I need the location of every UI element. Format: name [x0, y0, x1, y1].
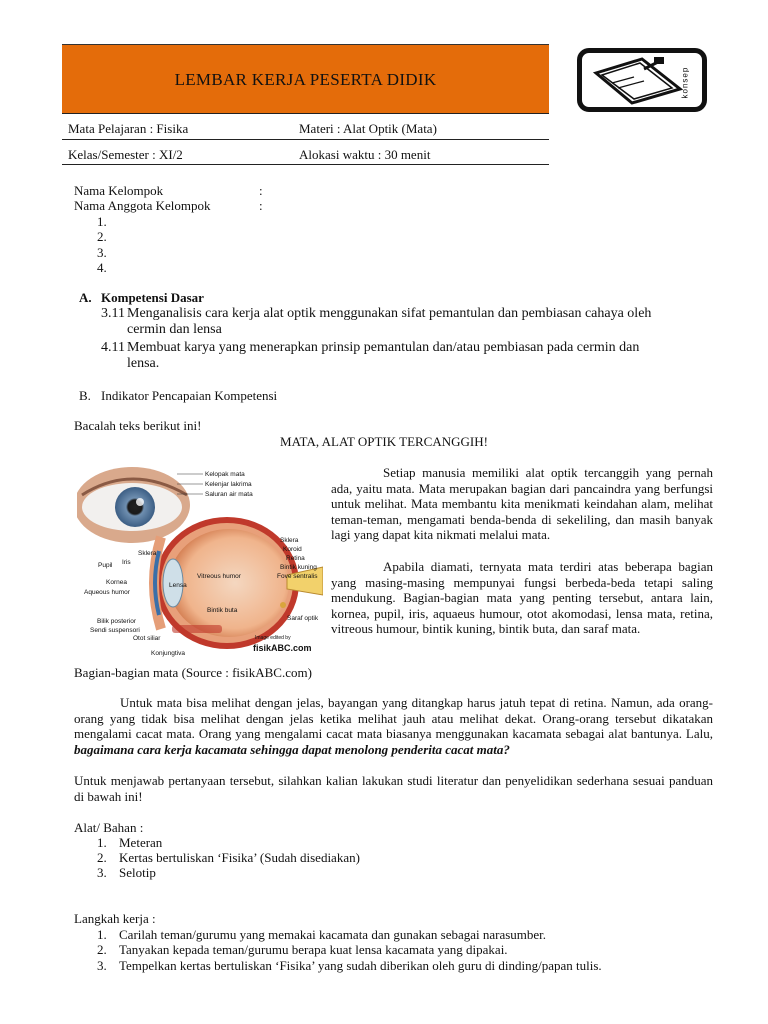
- member-number: 2.: [97, 229, 107, 244]
- reading-paragraph-3-text: Untuk mata bisa melihat dengan jelas, bayangan yang ditangkap harus jatuh tepat di retina. Namun, ada orang-orang yang tidak bisa melihat dengan jelas ketika melihat jauh atau melihat dekat. Orang-orang tersebut dikatakan mengalami cacat mata. Orang yang mengalami cacat mata biasanya menggunakan kacamata sebagai alat bantunya. Lalu,: [74, 695, 713, 742]
- reading-title: MATA, ALAT OPTIK TERCANGGIH!: [280, 434, 488, 449]
- materials-item: Selotip: [119, 865, 156, 880]
- fig-label-left: Sklera: [138, 550, 157, 557]
- topic-label: Materi : Alat Optik (Mata): [299, 121, 437, 136]
- step-item: Tanyakan kepada teman/gurumu berapa kuat lensa kacamata yang dipakai.: [119, 942, 508, 957]
- reading-question: bagaimana cara kerja kacamata sehingga dapat menolong penderita cacat mata?: [74, 741, 510, 757]
- member-number: 1.: [97, 214, 107, 229]
- fig-label-right: Sklera: [280, 537, 299, 544]
- fig-label-right: Retina: [286, 555, 305, 562]
- fig-label-left: Aqueous humor: [84, 589, 130, 596]
- reading-paragraph-2: Apabila diamati, ternyata mata terdiri atas beberapa bagian yang masing-masing mempunyai fungsi berbeda-beda tetapi saling mendukung. Bagian-bagian mata yang penting tersebut, antara lain, kornea, pupil, iris, aquaeus humour, otot akomodasi, lensa mata, retina, vitreous humour, bintik kuning, bintik buta, dan saraf mata.: [331, 559, 713, 637]
- group-members-label: Nama Anggota Kelompok: [74, 198, 211, 213]
- step-item: Carilah teman/gurumu yang memakai kacamata dan gunakan sebagai narasumber.: [119, 927, 547, 942]
- section-a-marker: A.: [79, 290, 92, 305]
- section-b-marker: B.: [79, 388, 91, 403]
- fig-label-left: Kornea: [106, 579, 127, 586]
- subject-label: Mata Pelajaran : Fisika: [68, 121, 189, 136]
- info-line-top: [62, 113, 549, 114]
- fig-label-inner: Lensa: [169, 582, 187, 589]
- group-name-label: Nama Kelompok: [74, 183, 164, 198]
- fig-label-left: Sendi suspensori: [90, 627, 140, 634]
- steps-title: Langkah kerja :: [74, 911, 156, 926]
- fig-label-right: Koroid: [283, 546, 302, 553]
- kd1-number: 3.11: [101, 306, 125, 321]
- section-a-title: Kompetensi Dasar: [101, 290, 204, 305]
- group-name-colon: :: [259, 183, 263, 198]
- time-allocation-label: Alokasi waktu : 30 menit: [299, 147, 431, 162]
- materials-title: Alat/ Bahan :: [74, 820, 144, 835]
- fig-label-left: Pupil: [98, 562, 113, 569]
- fig-label-left: Konjungtiva: [151, 650, 185, 657]
- step-number: 3.: [97, 958, 107, 973]
- logo-text: konsep: [680, 66, 690, 99]
- reading-intro: Bacalah teks berikut ini!: [74, 418, 202, 433]
- worksheet-title: LEMBAR KERJA PESERTA DIDIK: [174, 70, 437, 89]
- materials-item: Kertas bertuliskan ‘Fisika’ (Sudah disediakan): [119, 850, 360, 865]
- fig-label-right-top: Kelopak mata: [205, 471, 245, 478]
- fig-label-right-top: Saluran air mata: [205, 491, 253, 498]
- kd1-text-cont: cermin dan lensa: [127, 322, 222, 337]
- figure-caption: Bagian-bagian mata (Source : fisikABC.com): [74, 665, 312, 680]
- eye-anatomy-figure: [77, 465, 323, 659]
- member-number: 3.: [97, 245, 107, 260]
- section-b-title: Indikator Pencapaian Kompetensi: [101, 388, 278, 403]
- kd2-number: 4.11: [101, 340, 125, 355]
- info-line-bottom: [62, 164, 549, 165]
- kd1-text: Menganalisis cara kerja alat optik menggunakan sifat pemantulan dan pembiasan cahaya oleh: [127, 306, 652, 321]
- eye-diagram: [77, 465, 323, 659]
- materials-item: Meteran: [119, 835, 163, 850]
- reading-paragraph-3: [74, 695, 713, 757]
- reading-paragraph-4: Untuk menjawab pertanyaan tersebut, silahkan kalian lakukan studi literatur dan penyelidikan sederhana sesuai panduan di bawah ini!: [74, 773, 713, 804]
- step-number: 2.: [97, 942, 107, 957]
- fig-label-left: Otot siliar: [133, 635, 161, 642]
- fig-label-right: Bintik kuning: [280, 564, 317, 571]
- materials-number: 2.: [97, 850, 107, 865]
- fig-label-left: Bilik posterior: [97, 618, 137, 625]
- materials-number: 1.: [97, 835, 107, 850]
- group-members-colon: :: [259, 198, 263, 213]
- fig-label-right-top: Kelenjar lakrima: [205, 481, 252, 488]
- fig-label-left: Iris: [122, 559, 131, 566]
- materials-number: 3.: [97, 865, 107, 880]
- info-line-mid: [62, 139, 549, 140]
- member-number: 4.: [97, 260, 107, 275]
- fig-label-right: Saraf optik: [287, 615, 319, 622]
- konsep-logo: [577, 48, 707, 112]
- fig-credit-small: Image edited by: [255, 635, 291, 641]
- step-item: Tempelkan kertas bertuliskan ‘Fisika’ yang sudah diberikan oleh guru di dinding/papan tulis.: [119, 958, 602, 973]
- kd2-text-cont: lensa.: [127, 356, 160, 371]
- fig-label-inner: Bintik buta: [207, 607, 238, 614]
- reading-paragraph-1: Setiap manusia memiliki alat optik tercanggih yang pernah ada, yaitu mata. Mata merupakan bagian dari pancaindra yang berfungsi untuk melihat. Mata membantu kita menikmati keindahan alam, melihat teman-teman, mengamati benda-benda di sekeliling, dan masih banyak lagi yang dapat kita nikmati melalui mata.: [331, 465, 713, 543]
- kd2-text: Membuat karya yang menerapkan prinsip pemantulan dan/atau pembiasan pada cermin dan: [127, 340, 640, 355]
- fig-label-right: Fove sentralis: [277, 573, 318, 580]
- step-number: 1.: [97, 927, 107, 942]
- fig-label-inner: Vitreous humor: [197, 573, 241, 580]
- class-semester-label: Kelas/Semester : XI/2: [68, 147, 183, 162]
- fig-credit: fisikABC.com: [253, 643, 312, 653]
